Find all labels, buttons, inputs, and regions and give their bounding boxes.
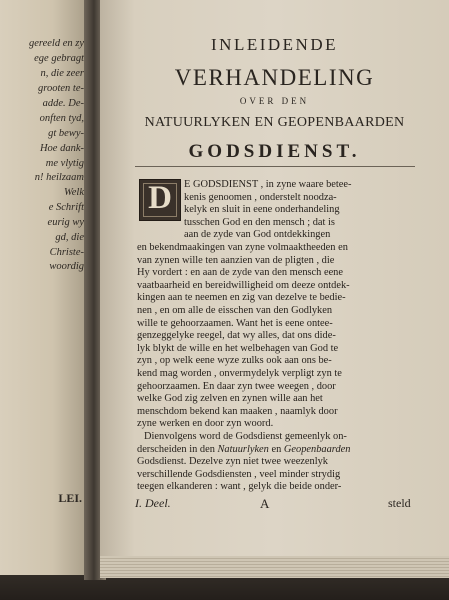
left-margin-line: gt bewy- <box>48 128 84 139</box>
title-rule <box>135 166 415 167</box>
body-line: lyk blykt de wille en het welbehagen van God te <box>137 342 339 354</box>
body-line: vaatbaarheid en bereidwilligheid om deeze ontdek- <box>137 279 350 291</box>
body-line: van zynen wille ten aanzien van de pligten , die <box>137 254 335 266</box>
title-line-2: VERHANDELING <box>174 65 375 90</box>
dropcap-ornament <box>139 179 181 221</box>
sheet-letter: A <box>260 496 270 511</box>
title-line-4: NATUURLYKEN EN GEOPENBAARDEN <box>144 115 405 130</box>
page-edges <box>100 556 449 578</box>
body-line: welke God zig zelven en zynen wille aan het <box>137 393 323 405</box>
body-line: tusschen God en den mensch ; dat is <box>184 216 335 228</box>
title-line-1: INLEIDENDE <box>211 35 338 54</box>
left-margin-line: n, die zeer <box>40 68 84 79</box>
body-line: en bekendmaakingen van zyne volmaaktheeden en <box>137 242 348 253</box>
left-margin-line: eurig wy <box>47 217 84 228</box>
left-page-footer: LEI. <box>58 491 82 505</box>
left-margin-line: Christe- <box>49 247 84 258</box>
body-line: Godsdienst. Dezelve zyn niet twee weezenlyk <box>137 456 328 468</box>
body-line: Dienvolgens word de Godsdienst gemeenlyk on- <box>144 431 347 442</box>
left-margin-line: me vlytig <box>45 158 84 169</box>
left-margin-line: e Schrift <box>48 202 84 213</box>
body-line: kenis genoomen , onderstelt noodza- <box>184 191 337 203</box>
left-margin-line: Hoe dank- <box>39 143 84 154</box>
body-line: Hy vordert : en aan de zyde van den mensch eene <box>137 267 343 279</box>
body-line: kend mag worden , onvermydelyk verpligt zyn te <box>137 368 342 379</box>
body-line: gehoorzaamen. En daar zyn twee weegen , door <box>137 380 336 392</box>
body-line: E GODSDIENST , in zyne waare betee- <box>184 179 352 190</box>
body-line: aan de zyde van God ontdekkingen <box>184 229 331 241</box>
left-margin-line: n! heilzaam <box>34 172 84 183</box>
body-line: wille te gehoorzaamen. Want het is eene ontee- <box>137 317 333 329</box>
body-line: zyne werken en door zyn woord. <box>137 418 274 430</box>
left-margin-line: woordig <box>49 261 84 272</box>
dropcap-letter: D <box>148 180 172 216</box>
body-line: genzeggelyke reegel, dat wy alles, dat ons dide- <box>137 330 336 342</box>
left-margin-line: adde. De- <box>42 98 84 109</box>
title-line-3: OVER DEN <box>239 96 310 106</box>
body-line: derscheiden in den Natuurlyken en Geopenbaarden <box>137 443 351 455</box>
body-line: verschillende Godsdiensten , veel minder strydig <box>137 468 341 480</box>
left-margin-line: Welk <box>63 187 84 198</box>
body-line: zyn , op welk eene wyze zulks ook aan ons be- <box>137 355 332 367</box>
left-margin-line: grooten te- <box>38 83 84 94</box>
body-line: nen , en om alle de eisschen van den Godlyken <box>137 305 333 316</box>
left-margin-line: ege gebragt <box>34 53 84 64</box>
body-line: kelyk en sluit in eene onderhandeling <box>184 204 340 216</box>
left-margin-line: gd, die <box>55 232 84 243</box>
catchword: steld <box>388 496 411 510</box>
left-page <box>0 0 88 575</box>
signature-mark: I. Deel. <box>135 496 171 510</box>
body-line: teegen elkanderen : want , gelyk die beide onder- <box>137 481 342 493</box>
left-margin-line: gereeld en zy <box>28 38 84 49</box>
body-line: kingen aan te neemen en zig van dezelve te bedie- <box>137 292 346 304</box>
left-margin-line: onften tyd, <box>39 113 84 124</box>
body-line: menschdom bekend kan maaken , naamlyk door <box>137 405 338 417</box>
title-line-5: GODSDIENST. <box>188 141 361 162</box>
